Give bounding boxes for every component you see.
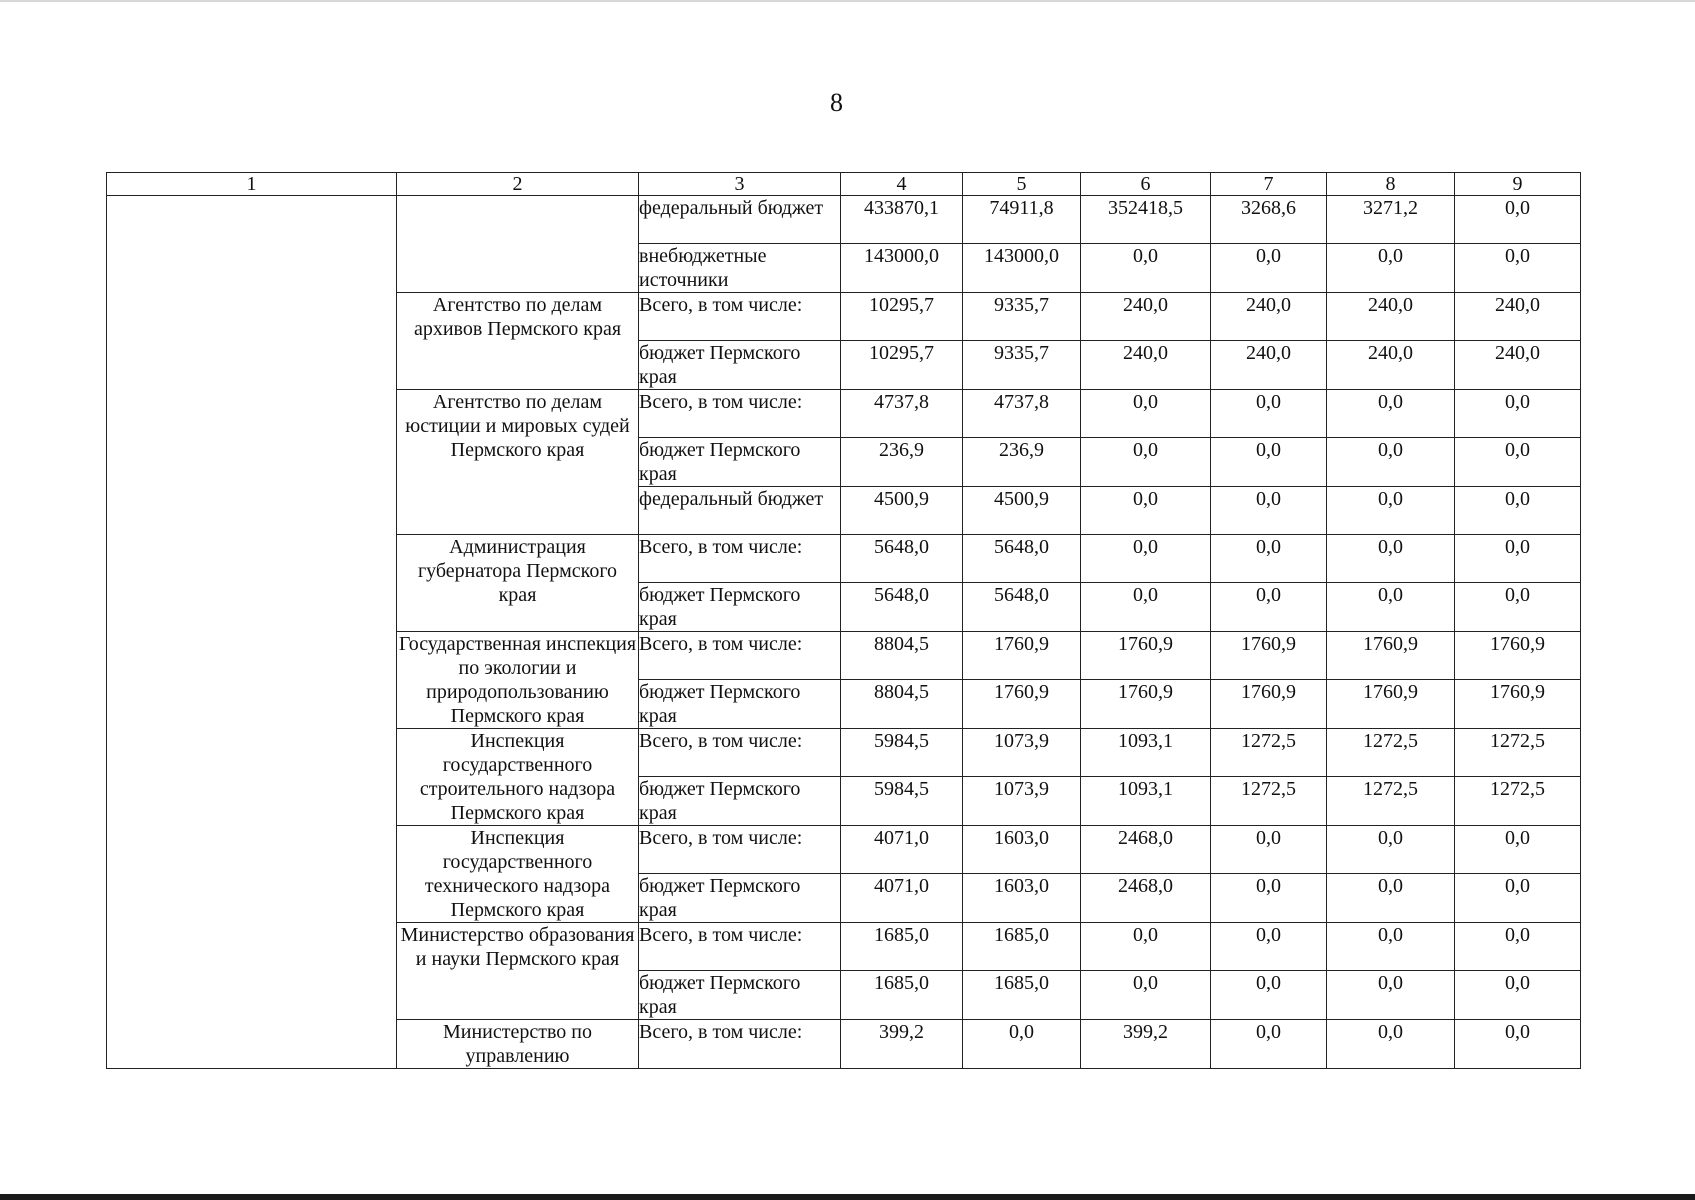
value-cell: 0,0 xyxy=(1081,487,1211,535)
funding-source-cell: бюджет Пермского края xyxy=(639,971,841,1020)
column-number-row xyxy=(107,173,1581,196)
value-cell: 1603,0 xyxy=(963,826,1081,874)
value-cell: 1760,9 xyxy=(963,680,1081,729)
organization-cell: Министерство по управлению xyxy=(397,1020,639,1069)
value-cell: 0,0 xyxy=(1455,1020,1581,1069)
value-cell: 0,0 xyxy=(1327,583,1455,632)
value-cell: 0,0 xyxy=(1211,1020,1327,1069)
value-cell: 4500,9 xyxy=(841,487,963,535)
value-cell: 5648,0 xyxy=(841,535,963,583)
value-cell: 0,0 xyxy=(1327,971,1455,1020)
value-cell: 2468,0 xyxy=(1081,874,1211,923)
table-body xyxy=(107,173,1581,1069)
value-cell: 0,0 xyxy=(1211,487,1327,535)
organization-cell: Агентство по делам юстиции и мировых судей Пермского края xyxy=(397,390,639,535)
column-number-cell: 7 xyxy=(1211,173,1327,196)
value-cell: 143000,0 xyxy=(841,244,963,293)
organization-cell: Администрация губернатора Пермского края xyxy=(397,535,639,632)
funding-source-cell: бюджет Пермского края xyxy=(639,583,841,632)
value-cell: 240,0 xyxy=(1081,293,1211,341)
value-cell: 5648,0 xyxy=(963,583,1081,632)
value-cell: 240,0 xyxy=(1327,293,1455,341)
value-cell: 399,2 xyxy=(1081,1020,1211,1069)
funding-source-cell: бюджет Пермского края xyxy=(639,680,841,729)
funding-source-cell: Всего, в том числе: xyxy=(639,293,841,341)
value-cell: 10295,7 xyxy=(841,341,963,390)
value-cell: 0,0 xyxy=(1455,438,1581,487)
value-cell: 0,0 xyxy=(1327,244,1455,293)
value-cell: 240,0 xyxy=(1455,341,1581,390)
value-cell: 9335,7 xyxy=(963,341,1081,390)
funding-source-cell: Всего, в том числе: xyxy=(639,390,841,438)
value-cell: 1685,0 xyxy=(963,923,1081,971)
value-cell: 1073,9 xyxy=(963,777,1081,826)
value-cell: 0,0 xyxy=(1211,535,1327,583)
value-cell: 8804,5 xyxy=(841,680,963,729)
value-cell: 1760,9 xyxy=(1211,680,1327,729)
value-cell: 1760,9 xyxy=(963,632,1081,680)
funding-source-cell: Всего, в том числе: xyxy=(639,923,841,971)
value-cell: 0,0 xyxy=(1211,826,1327,874)
value-cell: 4500,9 xyxy=(963,487,1081,535)
value-cell: 0,0 xyxy=(1455,583,1581,632)
value-cell: 1093,1 xyxy=(1081,729,1211,777)
value-cell: 0,0 xyxy=(1081,438,1211,487)
value-cell: 0,0 xyxy=(1455,390,1581,438)
funding-source-cell: внебюджетные источники xyxy=(639,244,841,293)
value-cell: 0,0 xyxy=(1455,826,1581,874)
value-cell: 1760,9 xyxy=(1327,632,1455,680)
value-cell: 74911,8 xyxy=(963,196,1081,244)
value-cell: 236,9 xyxy=(963,438,1081,487)
column-number-cell: 9 xyxy=(1455,173,1581,196)
value-cell: 0,0 xyxy=(1327,438,1455,487)
page-number: 8 xyxy=(830,88,843,117)
value-cell: 1760,9 xyxy=(1211,632,1327,680)
funding-source-cell: федеральный бюджет xyxy=(639,487,841,535)
value-cell: 1760,9 xyxy=(1081,680,1211,729)
value-cell: 1760,9 xyxy=(1455,680,1581,729)
value-cell: 4071,0 xyxy=(841,826,963,874)
value-cell: 0,0 xyxy=(1327,535,1455,583)
value-cell: 0,0 xyxy=(1211,923,1327,971)
value-cell: 3271,2 xyxy=(1327,196,1455,244)
value-cell: 1272,5 xyxy=(1327,729,1455,777)
value-cell: 1272,5 xyxy=(1211,777,1327,826)
value-cell: 1685,0 xyxy=(841,971,963,1020)
value-cell: 240,0 xyxy=(1081,341,1211,390)
value-cell: 0,0 xyxy=(1455,923,1581,971)
value-cell: 4737,8 xyxy=(841,390,963,438)
value-cell: 1685,0 xyxy=(841,923,963,971)
value-cell: 1685,0 xyxy=(963,971,1081,1020)
column-number-cell: 1 xyxy=(107,173,397,196)
value-cell: 0,0 xyxy=(1211,874,1327,923)
funding-source-cell: бюджет Пермского края xyxy=(639,777,841,826)
value-cell: 0,0 xyxy=(1211,390,1327,438)
value-cell: 0,0 xyxy=(1211,583,1327,632)
funding-source-cell: федеральный бюджет xyxy=(639,196,841,244)
value-cell: 8804,5 xyxy=(841,632,963,680)
value-cell: 9335,7 xyxy=(963,293,1081,341)
value-cell: 240,0 xyxy=(1211,341,1327,390)
value-cell: 5648,0 xyxy=(841,583,963,632)
program-cell xyxy=(107,196,397,1069)
value-cell: 1272,5 xyxy=(1455,777,1581,826)
value-cell: 5984,5 xyxy=(841,729,963,777)
column-number-cell: 3 xyxy=(639,173,841,196)
funding-source-cell: бюджет Пермского края xyxy=(639,874,841,923)
value-cell: 0,0 xyxy=(1081,583,1211,632)
organization-cell: Государственная инспекция по экологии и природопользованию Пермского края xyxy=(397,632,639,729)
column-number-cell: 5 xyxy=(963,173,1081,196)
column-number-cell: 4 xyxy=(841,173,963,196)
value-cell: 4737,8 xyxy=(963,390,1081,438)
value-cell: 2468,0 xyxy=(1081,826,1211,874)
value-cell: 1073,9 xyxy=(963,729,1081,777)
value-cell: 240,0 xyxy=(1327,341,1455,390)
value-cell: 5648,0 xyxy=(963,535,1081,583)
value-cell: 1603,0 xyxy=(963,874,1081,923)
value-cell: 0,0 xyxy=(1455,971,1581,1020)
value-cell: 0,0 xyxy=(1327,390,1455,438)
value-cell: 0,0 xyxy=(1327,487,1455,535)
value-cell: 1760,9 xyxy=(1455,632,1581,680)
value-cell: 0,0 xyxy=(1327,923,1455,971)
value-cell: 236,9 xyxy=(841,438,963,487)
value-cell: 0,0 xyxy=(1455,874,1581,923)
value-cell: 4071,0 xyxy=(841,874,963,923)
value-cell: 1760,9 xyxy=(1081,632,1211,680)
organization-cell: Инспекция государственного технического надзора Пермского края xyxy=(397,826,639,923)
value-cell: 0,0 xyxy=(1455,196,1581,244)
value-cell: 0,0 xyxy=(1081,535,1211,583)
organization-cell: Агентство по делам архивов Пермского края xyxy=(397,293,639,390)
value-cell: 1272,5 xyxy=(1211,729,1327,777)
organization-cell xyxy=(397,196,639,293)
value-cell: 1093,1 xyxy=(1081,777,1211,826)
value-cell: 352418,5 xyxy=(1081,196,1211,244)
column-number-cell: 6 xyxy=(1081,173,1211,196)
value-cell: 0,0 xyxy=(1455,487,1581,535)
value-cell: 0,0 xyxy=(1327,826,1455,874)
funding-source-cell: бюджет Пермского края xyxy=(639,438,841,487)
value-cell: 0,0 xyxy=(1455,244,1581,293)
column-number-cell: 2 xyxy=(397,173,639,196)
value-cell: 0,0 xyxy=(1081,923,1211,971)
value-cell: 433870,1 xyxy=(841,196,963,244)
value-cell: 0,0 xyxy=(1211,971,1327,1020)
value-cell: 10295,7 xyxy=(841,293,963,341)
funding-source-cell: Всего, в том числе: xyxy=(639,632,841,680)
value-cell: 240,0 xyxy=(1455,293,1581,341)
value-cell: 399,2 xyxy=(841,1020,963,1069)
value-cell: 0,0 xyxy=(1327,1020,1455,1069)
value-cell: 240,0 xyxy=(1211,293,1327,341)
value-cell: 0,0 xyxy=(1081,971,1211,1020)
value-cell: 5984,5 xyxy=(841,777,963,826)
value-cell: 3268,6 xyxy=(1211,196,1327,244)
value-cell: 0,0 xyxy=(1081,244,1211,293)
value-cell: 1272,5 xyxy=(1327,777,1455,826)
value-cell: 1272,5 xyxy=(1455,729,1581,777)
funding-source-cell: Всего, в том числе: xyxy=(639,729,841,777)
organization-cell: Министерство образования и науки Пермского края xyxy=(397,923,639,1020)
value-cell: 1760,9 xyxy=(1327,680,1455,729)
value-cell: 0,0 xyxy=(1081,390,1211,438)
value-cell: 0,0 xyxy=(1455,535,1581,583)
budget-table xyxy=(106,172,1581,1069)
column-number-cell: 8 xyxy=(1327,173,1455,196)
funding-source-cell: Всего, в том числе: xyxy=(639,535,841,583)
value-cell: 0,0 xyxy=(1211,244,1327,293)
value-cell: 0,0 xyxy=(1211,438,1327,487)
value-cell: 0,0 xyxy=(963,1020,1081,1069)
organization-cell: Инспекция государственного строительного надзора Пермского края xyxy=(397,729,639,826)
scan-bottom-edge xyxy=(0,1194,1695,1200)
funding-source-cell: бюджет Пермского края xyxy=(639,341,841,390)
table-row xyxy=(107,196,1581,244)
funding-source-cell: Всего, в том числе: xyxy=(639,1020,841,1069)
funding-source-cell: Всего, в том числе: xyxy=(639,826,841,874)
scan-top-edge xyxy=(0,0,1695,2)
value-cell: 0,0 xyxy=(1327,874,1455,923)
value-cell: 143000,0 xyxy=(963,244,1081,293)
